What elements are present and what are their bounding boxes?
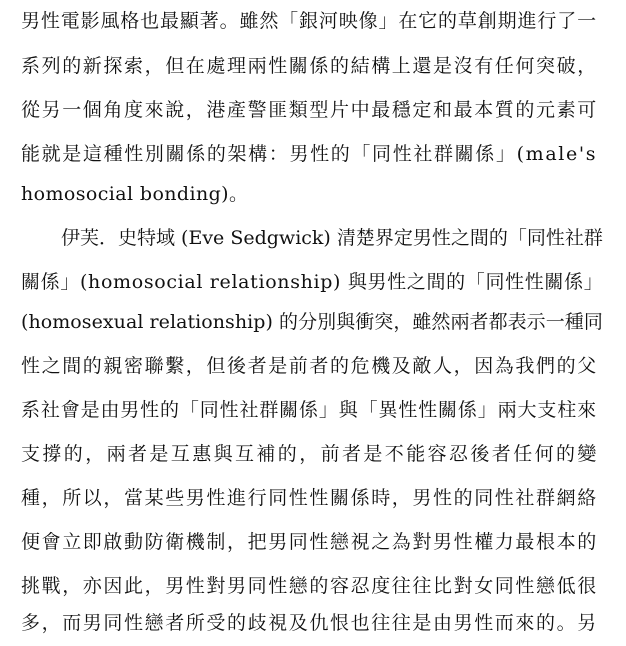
text-line-3: 從另一個角度來說，港產警匪類型片中最穩定和最本質的元素可 — [21, 99, 598, 121]
text-line-9: 性之間的親密聯繫，但後者是前者的危機及敵人，因為我們的父 — [21, 355, 598, 377]
text-line-12: 種，所以，當某些男性進行同性性關係時，男性的同性社群網絡 — [21, 487, 598, 509]
text-line-11: 支撐的，兩者是互惠與互補的，前者是不能容忍後者任何的變 — [21, 443, 599, 465]
text-line-15: 多，而男同性戀者所受的歧視及仇恨也往往是由男性而來的。另 — [21, 612, 598, 634]
paragraph-2-first-line: 伊芙．史特域 (Eve Sedgwick) 清楚界定男性之間的「同性社群 — [61, 227, 603, 249]
text-line-14: 挑戰，亦因此，男性對男同性戀的容忍度往往比對女同性戀低很 — [21, 575, 598, 597]
text-line-2: 系列的新探索，但在處理兩性關係的結構上還是沒有任何突破， — [21, 55, 598, 77]
text-line-10: 系社會是由男性的「同性社群關係」與「異性性關係」兩大支柱來 — [21, 399, 597, 421]
text-line-1: 男性電影風格也最顯著。雖然「銀河映像」在它的草創期進行了一 — [21, 10, 597, 32]
text-line-8: (homosexual relationship) 的分別與衝突，雖然兩者都表示一種同 — [21, 311, 603, 333]
text-line-4: 能就是這種性別關係的架構：男性的「同性社群關係」(male's — [21, 143, 598, 165]
text-line-5: homosocial bonding)。 — [21, 183, 249, 205]
text-line-7: 關係」(homosocial relationship) 與男性之間的「同性性關係」 — [21, 271, 604, 293]
text-line-13: 便會立即啟動防衛機制，把男同性戀視之為對男性權力最根本的 — [21, 531, 598, 553]
